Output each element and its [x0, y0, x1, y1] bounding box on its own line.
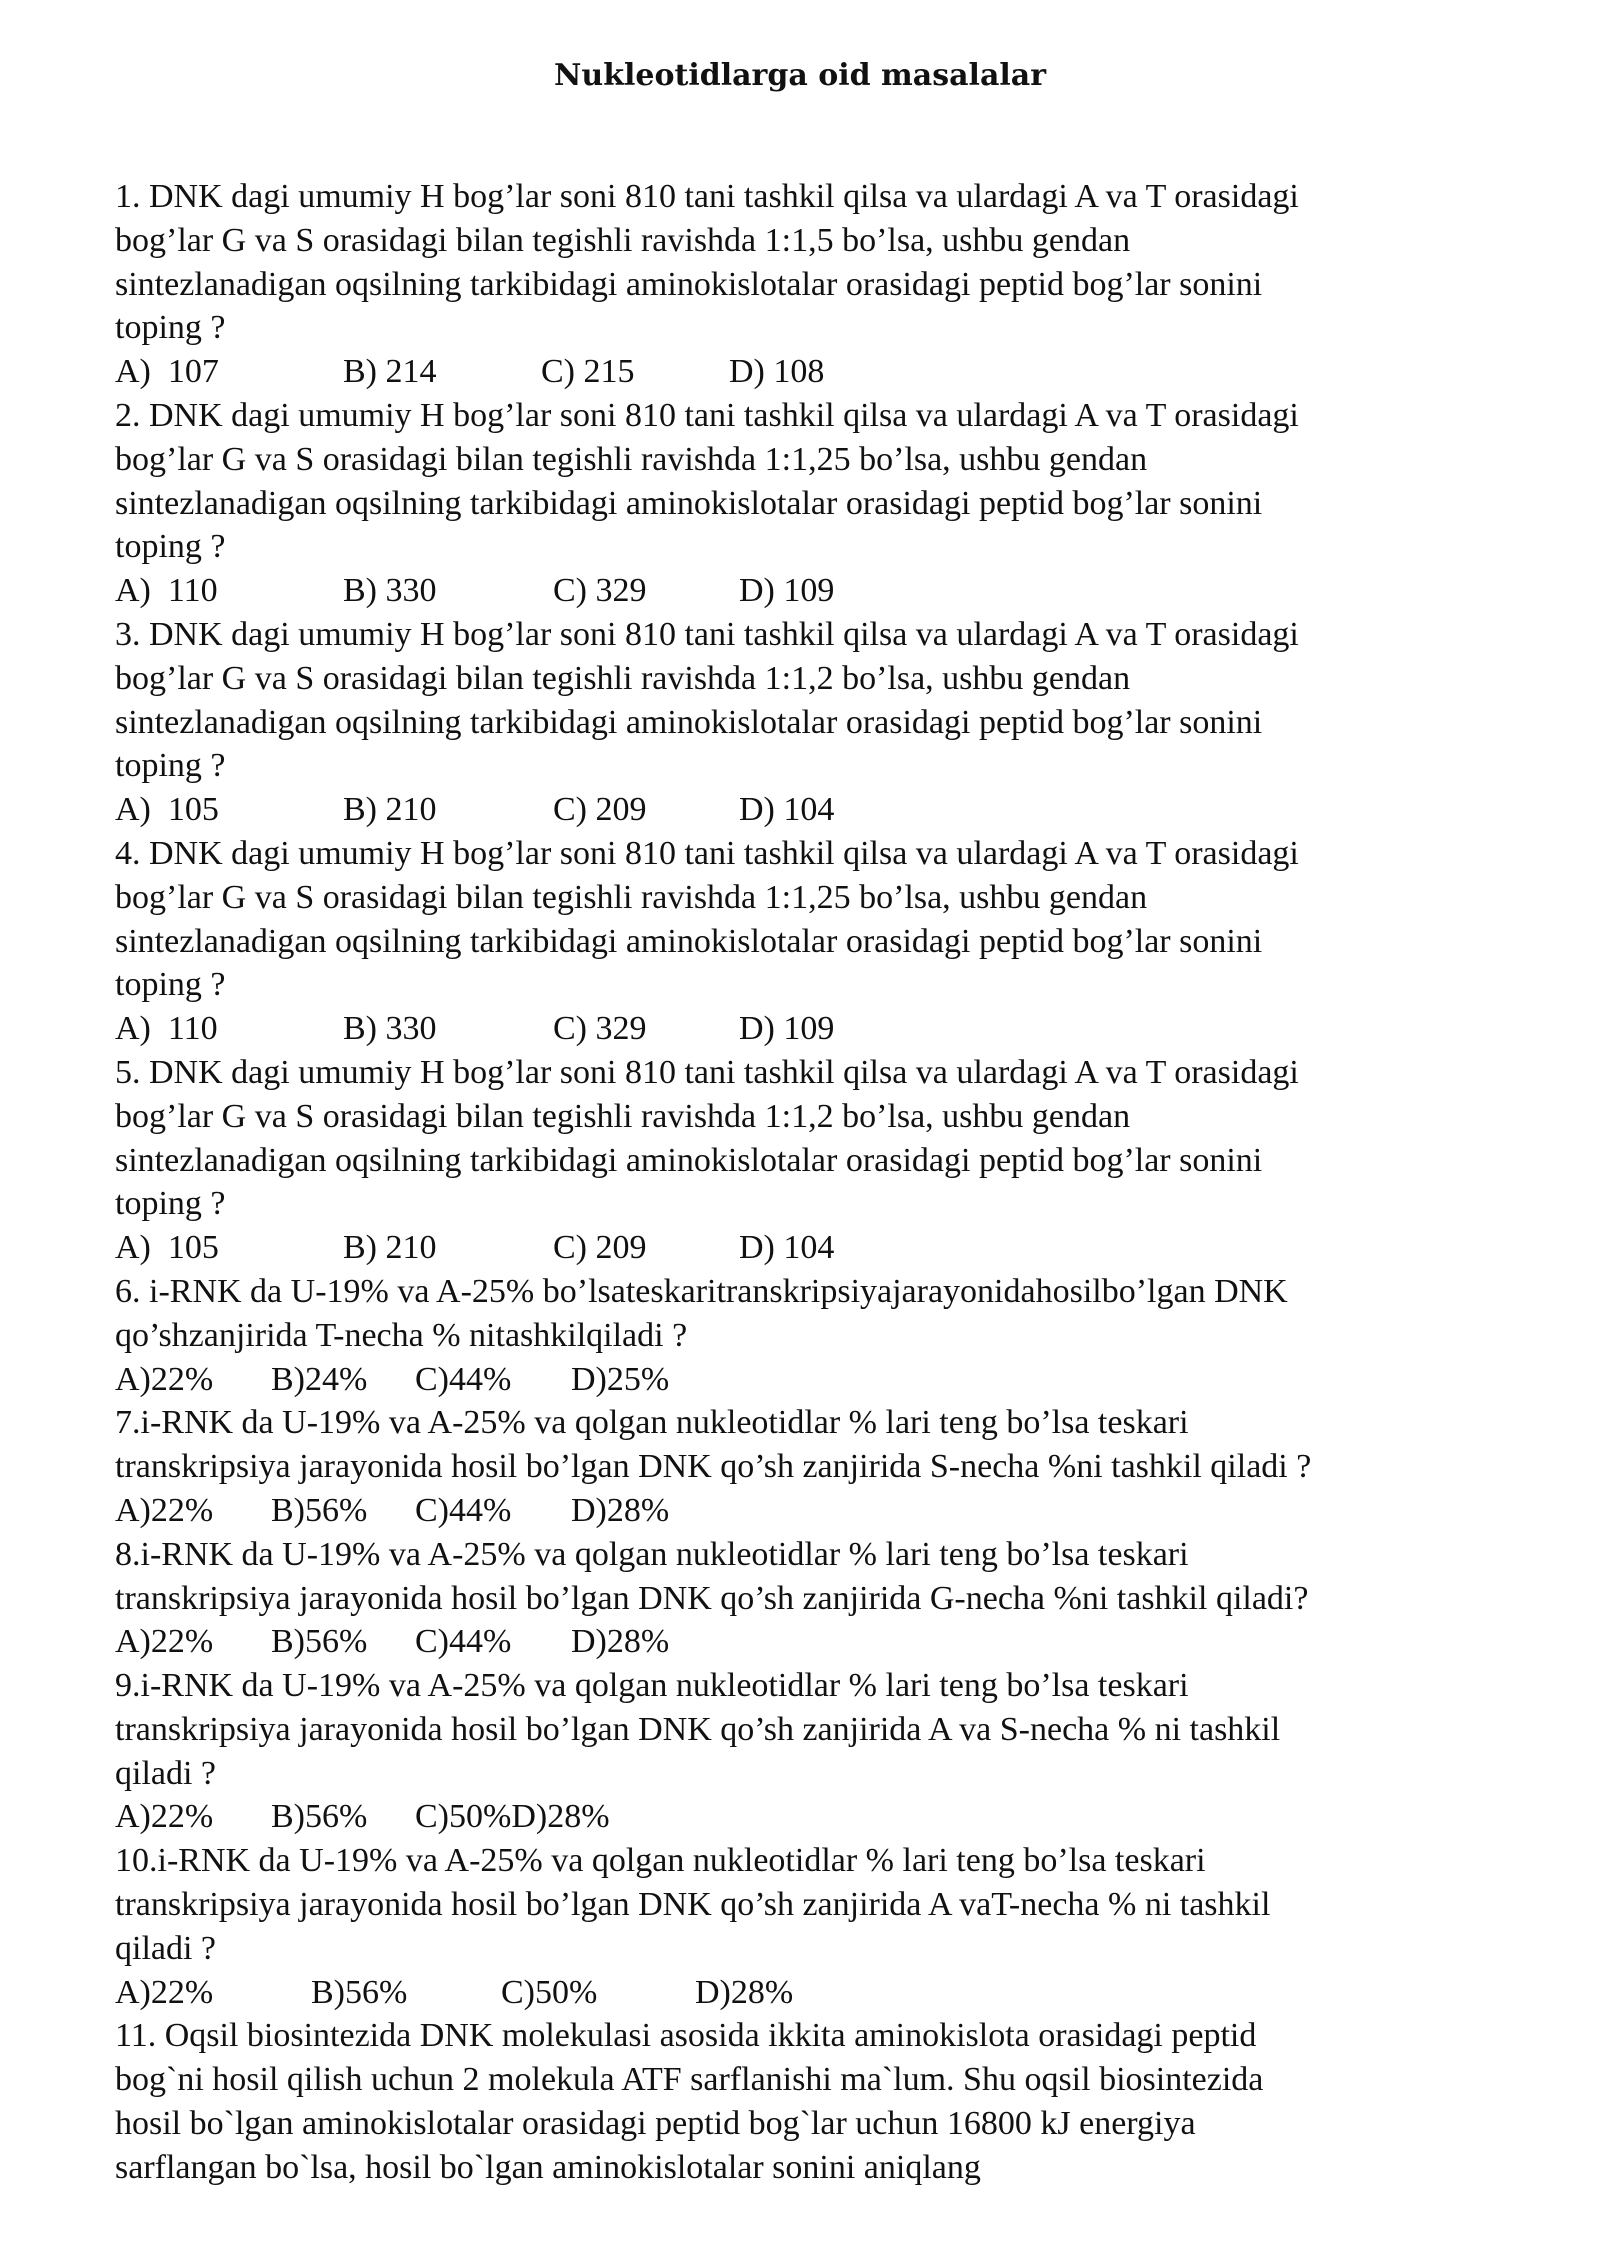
problem-text-line: qo’shzanjirida T-necha % nitashkilqiladi ?: [115, 1316, 688, 1354]
problem-text-line: toping ?: [115, 528, 226, 566]
answer-options: [115, 1007, 1515, 1051]
problem-1: [115, 175, 1515, 394]
answer-options: [115, 1971, 1515, 2015]
problem-3: [115, 613, 1515, 832]
answer-option-a: A)22%: [115, 1973, 214, 2011]
problem-4: [115, 832, 1515, 1051]
answer-option-b: B) 210: [343, 791, 437, 829]
problem-8: [115, 1533, 1515, 1664]
problem-text-line: qiladi ?: [115, 1754, 217, 1792]
answer-option-d: D) 109: [739, 1010, 835, 1048]
answer-option-c: C) 215: [541, 353, 635, 391]
problem-text-line: 9.i-RNK da U-19% va A-25% va qolgan nukleotidlar % lari teng bo’lsa teskari: [115, 1667, 1189, 1705]
answer-option-c: C)50%D)28%: [415, 1798, 610, 1836]
answer-option-a: A) 110: [115, 572, 218, 610]
problem-6: [115, 1270, 1515, 1401]
answer-option-d: D) 109: [739, 572, 835, 610]
answer-option-c: C) 329: [553, 1010, 647, 1048]
document-title: Nukleotidlarga oid masalalar: [553, 58, 1047, 93]
problem-text-line: bog’lar G va S orasidagi bilan tegishli ravishda 1:1,2 bo’lsa, ushbu gendan: [115, 1097, 1131, 1135]
problem-text-line: 7.i-RNK da U-19% va A-25% va qolgan nukleotidlar % lari teng bo’lsa teskari: [115, 1404, 1189, 1442]
answer-option-a: A) 105: [115, 791, 219, 829]
problem-text-line: sarflangan bo`lsa, hosil bo`lgan aminokislotalar sonini aniqlang: [115, 2148, 981, 2186]
answer-option-c: C)50%: [501, 1973, 598, 2011]
problem-text-line: transkripsiya jarayonida hosil bo’lgan DNK qo’sh zanjirida G-necha %ni tashkil qiladi?: [115, 1579, 1309, 1617]
problem-text-line: hosil bo`lgan aminokislotalar orasidagi peptid bog`lar uchun 16800 kJ energiya: [115, 2105, 1196, 2143]
answer-option-b: B) 330: [343, 572, 437, 610]
answer-option-d: D)28%: [571, 1491, 670, 1529]
answer-option-c: C)44%: [415, 1491, 512, 1529]
problem-text-line: bog’lar G va S orasidagi bilan tegishli ravishda 1:1,25 bo’lsa, ushbu gendan: [115, 878, 1148, 916]
answer-option-c: C) 209: [553, 791, 647, 829]
problem-text-line: qiladi ?: [115, 1929, 217, 1967]
answer-options: [115, 788, 1515, 832]
answer-option-d: D)28%: [571, 1623, 670, 1661]
problem-list: [115, 175, 1515, 2190]
problem-text-line: transkripsiya jarayonida hosil bo’lgan DNK qo’sh zanjirida S-necha %ni tashkil qiladi ?: [115, 1448, 1312, 1486]
problem-text-line: bog’lar G va S orasidagi bilan tegishli ravishda 1:1,5 bo’lsa, ushbu gendan: [115, 221, 1131, 259]
problem-text-line: 2. DNK dagi umumiy H bog’lar soni 810 tani tashkil qilsa va ulardagi A va T orasidagi: [115, 396, 1299, 434]
problem-text-line: sintezlanadigan oqsilning tarkibidagi aminokislotalar orasidagi peptid bog’lar sonini: [115, 922, 1263, 960]
answer-options: [115, 1795, 1515, 1839]
problem-text-line: transkripsiya jarayonida hosil bo’lgan DNK qo’sh zanjirida A va S-necha % ni tashkil: [115, 1710, 1281, 1748]
problem-text-line: sintezlanadigan oqsilning tarkibidagi aminokislotalar orasidagi peptid bog’lar sonini: [115, 484, 1263, 522]
answer-option-d: D)28%: [695, 1973, 794, 2011]
answer-option-b: B)56%: [271, 1623, 368, 1661]
answer-option-a: A)22%: [115, 1798, 214, 1836]
problem-text-line: sintezlanadigan oqsilning tarkibidagi aminokislotalar orasidagi peptid bog’lar sonini: [115, 1141, 1263, 1179]
answer-option-a: A) 105: [115, 1229, 219, 1267]
problem-text-line: sintezlanadigan oqsilning tarkibidagi aminokislotalar orasidagi peptid bog’lar sonini: [115, 265, 1263, 303]
problem-text-line: toping ?: [115, 1185, 226, 1223]
answer-options: [115, 1489, 1515, 1533]
answer-options: [115, 350, 1515, 394]
problem-text-line: sintezlanadigan oqsilning tarkibidagi aminokislotalar orasidagi peptid bog’lar sonini: [115, 703, 1263, 741]
answer-option-c: C)44%: [415, 1623, 512, 1661]
answer-option-d: D) 108: [729, 353, 825, 391]
answer-option-c: C) 329: [553, 572, 647, 610]
answer-option-c: C)44%: [415, 1360, 512, 1398]
problem-text-line: bog’lar G va S orasidagi bilan tegishli ravishda 1:1,25 bo’lsa, ushbu gendan: [115, 440, 1148, 478]
answer-option-a: A) 110: [115, 1010, 218, 1048]
answer-option-a: A) 107: [115, 353, 219, 391]
answer-option-b: B) 210: [343, 1229, 437, 1267]
problem-2: [115, 394, 1515, 613]
problem-5: [115, 1051, 1515, 1270]
problem-text-line: 3. DNK dagi umumiy H bog’lar soni 810 tani tashkil qilsa va ulardagi A va T orasidagi: [115, 615, 1299, 653]
answer-option-b: B)56%: [311, 1973, 408, 2011]
problem-text-line: toping ?: [115, 966, 226, 1004]
answer-options: [115, 569, 1515, 613]
answer-option-b: B) 214: [343, 353, 437, 391]
problem-text-line: 10.i-RNK da U-19% va A-25% va qolgan nukleotidlar % lari teng bo’lsa teskari: [115, 1842, 1206, 1880]
answer-options: [115, 1620, 1515, 1664]
problem-7: [115, 1401, 1515, 1532]
answer-option-b: B)56%: [271, 1491, 368, 1529]
answer-options: [115, 1226, 1515, 1270]
problem-text-line: 4. DNK dagi umumiy H bog’lar soni 810 tani tashkil qilsa va ulardagi A va T orasidagi: [115, 834, 1299, 872]
problem-text-line: bog`ni hosil qilish uchun 2 molekula ATF sarflanishi ma`lum. Shu oqsil biosintezida: [115, 2061, 1264, 2099]
problem-text-line: 11. Oqsil biosintezida DNK molekulasi asosida ikkita aminokislota orasidagi peptid: [115, 2017, 1257, 2055]
answer-option-a: A)22%: [115, 1623, 214, 1661]
answer-option-d: D) 104: [739, 1229, 835, 1267]
answer-option-c: C) 209: [553, 1229, 647, 1267]
problem-text-line: toping ?: [115, 747, 226, 785]
answer-option-a: A)22%: [115, 1491, 214, 1529]
answer-option-b: B) 330: [343, 1010, 437, 1048]
problem-text-line: 1. DNK dagi umumiy H bog’lar soni 810 tani tashkil qilsa va ulardagi A va T orasidagi: [115, 178, 1299, 215]
problem-10: [115, 1839, 1515, 2014]
answer-option-b: B)56%: [271, 1798, 368, 1836]
problem-text-line: 6. i-RNK da U-19% va A-25% bo’lsateskaritranskripsiyajarayonidahosilbo’lgan DNK: [115, 1272, 1288, 1310]
problem-11: [115, 2014, 1515, 2189]
answer-option-d: D) 104: [739, 791, 835, 829]
answer-option-a: A)22%: [115, 1360, 214, 1398]
problem-9: [115, 1664, 1515, 1839]
problem-text-line: 8.i-RNK da U-19% va A-25% va qolgan nukleotidlar % lari teng bo’lsa teskari: [115, 1535, 1189, 1573]
problem-text-line: 5. DNK dagi umumiy H bog’lar soni 810 tani tashkil qilsa va ulardagi A va T orasidagi: [115, 1053, 1299, 1091]
problem-text-line: toping ?: [115, 309, 226, 347]
answer-option-b: B)24%: [271, 1360, 368, 1398]
problem-text-line: transkripsiya jarayonida hosil bo’lgan DNK qo’sh zanjirida A vaT-necha % ni tashkil: [115, 1886, 1271, 1924]
answer-options: [115, 1358, 1515, 1402]
problem-text-line: bog’lar G va S orasidagi bilan tegishli ravishda 1:1,2 bo’lsa, ushbu gendan: [115, 659, 1131, 697]
answer-option-d: D)25%: [571, 1360, 670, 1398]
